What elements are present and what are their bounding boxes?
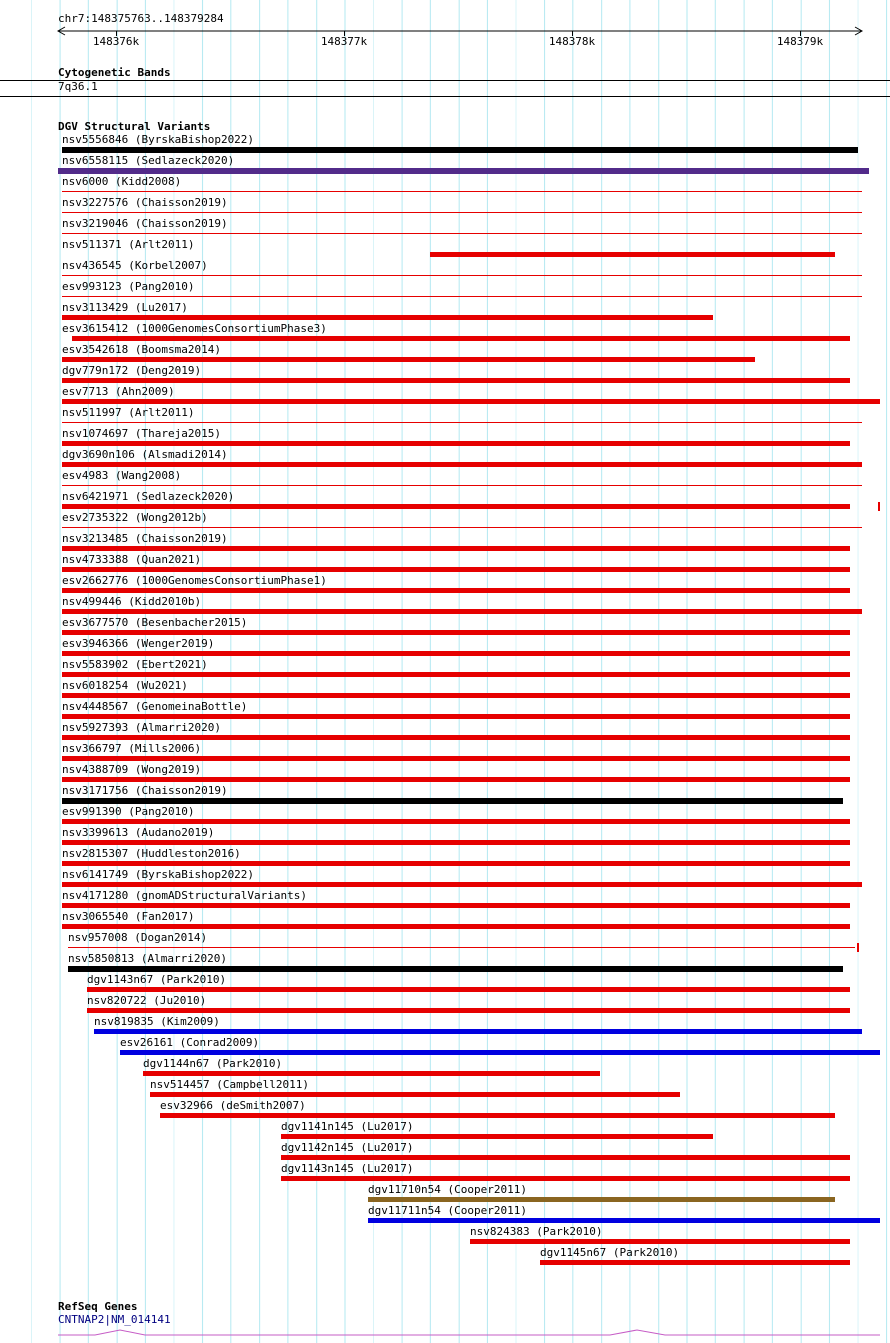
ruler-tick-label: 148378k bbox=[548, 35, 596, 48]
variant-bar[interactable] bbox=[62, 191, 862, 192]
cytoband-bottom-divider bbox=[0, 96, 890, 97]
variant-bar[interactable] bbox=[62, 924, 850, 929]
variant-label[interactable]: nsv6141749 (ByrskaBishop2022) bbox=[62, 868, 255, 881]
variant-label[interactable]: nsv511371 (Arlt2011) bbox=[62, 238, 195, 251]
variant-label[interactable]: esv7713 (Ahn2009) bbox=[62, 385, 175, 398]
variant-label[interactable]: dgv11711n54 (Cooper2011) bbox=[368, 1204, 527, 1217]
variant-bar[interactable] bbox=[68, 966, 843, 972]
variant-label[interactable]: dgv11710n54 (Cooper2011) bbox=[368, 1183, 527, 1196]
variant-bar[interactable] bbox=[87, 1008, 850, 1013]
variant-label[interactable]: esv3677570 (Besenbacher2015) bbox=[62, 616, 248, 629]
variant-label[interactable]: esv3946366 (Wenger2019) bbox=[62, 637, 215, 650]
variant-label[interactable]: esv2662776 (1000GenomesConsortiumPhase1) bbox=[62, 574, 327, 587]
variant-bar[interactable] bbox=[62, 609, 862, 614]
variant-label[interactable]: esv993123 (Pang2010) bbox=[62, 280, 195, 293]
variant-label[interactable]: dgv1143n67 (Park2010) bbox=[87, 973, 227, 986]
variant-bar[interactable] bbox=[368, 1218, 880, 1223]
variant-label[interactable]: esv3542618 (Boomsma2014) bbox=[62, 343, 221, 356]
variant-bar[interactable] bbox=[281, 1155, 850, 1160]
variant-bar[interactable] bbox=[62, 399, 880, 404]
variant-bar[interactable] bbox=[62, 672, 850, 677]
variant-label[interactable]: nsv511997 (Arlt2011) bbox=[62, 406, 195, 419]
variant-bar[interactable] bbox=[62, 462, 862, 467]
variant-label[interactable]: dgv779n172 (Deng2019) bbox=[62, 364, 202, 377]
variant-label[interactable]: esv991390 (Pang2010) bbox=[62, 805, 195, 818]
variant-label[interactable]: esv2735322 (Wong2012b) bbox=[62, 511, 208, 524]
gene-line-path[interactable] bbox=[58, 1330, 880, 1335]
variant-bar[interactable] bbox=[62, 485, 862, 486]
ruler-tick-label: 148377k bbox=[320, 35, 368, 48]
variant-label[interactable]: esv3615412 (1000GenomesConsortiumPhase3) bbox=[62, 322, 327, 335]
variant-label[interactable]: nsv957008 (Dogan2014) bbox=[68, 931, 208, 944]
variant-label[interactable]: dgv1144n67 (Park2010) bbox=[143, 1057, 283, 1070]
variant-label[interactable]: nsv514457 (Campbell2011) bbox=[150, 1078, 309, 1091]
variant-label[interactable]: nsv6000 (Kidd2008) bbox=[62, 175, 182, 188]
variant-bar[interactable] bbox=[58, 168, 869, 174]
ruler-tick-label: 148379k bbox=[776, 35, 824, 48]
variant-bar[interactable] bbox=[62, 735, 850, 740]
variant-label[interactable]: nsv6558115 (Sedlazeck2020) bbox=[62, 154, 235, 167]
variant-bar[interactable] bbox=[62, 819, 850, 824]
ruler-tick-label: 148376k bbox=[92, 35, 140, 48]
variant-bar[interactable] bbox=[62, 693, 850, 698]
variant-label[interactable]: nsv3219046 (Chaisson2019) bbox=[62, 217, 228, 230]
variant-label[interactable]: nsv2815307 (Huddleston2016) bbox=[62, 847, 241, 860]
variant-bar[interactable] bbox=[430, 252, 835, 257]
variant-bar[interactable] bbox=[62, 441, 850, 446]
dgv-track-title: DGV Structural Variants bbox=[58, 120, 211, 133]
variant-bar[interactable] bbox=[62, 233, 862, 234]
variant-bar[interactable] bbox=[62, 357, 755, 362]
variant-bar[interactable] bbox=[62, 756, 850, 761]
refseq-track-title: RefSeq Genes bbox=[58, 1300, 138, 1313]
variant-bar[interactable] bbox=[62, 630, 850, 635]
variant-label[interactable]: nsv3065540 (Fan2017) bbox=[62, 910, 195, 923]
variant-label[interactable]: dgv1145n67 (Park2010) bbox=[540, 1246, 680, 1259]
variant-label[interactable]: nsv3113429 (Lu2017) bbox=[62, 301, 188, 314]
variant-label[interactable]: nsv6421971 (Sedlazeck2020) bbox=[62, 490, 235, 503]
variant-label[interactable]: dgv1143n145 (Lu2017) bbox=[281, 1162, 414, 1175]
variant-bar[interactable] bbox=[62, 714, 850, 719]
variant-bar[interactable] bbox=[470, 1239, 850, 1244]
variant-label[interactable]: nsv4733388 (Quan2021) bbox=[62, 553, 202, 566]
variant-label[interactable]: nsv5850813 (Almarri2020) bbox=[68, 952, 227, 965]
variant-bar[interactable] bbox=[281, 1176, 850, 1181]
variant-bar[interactable] bbox=[62, 378, 850, 383]
cytogenetic-band-label[interactable]: 7q36.1 bbox=[58, 80, 98, 93]
cytogenetic-bands-title: Cytogenetic Bands bbox=[58, 66, 171, 79]
gene-structure-glyph[interactable] bbox=[0, 1327, 890, 1341]
variant-label[interactable]: nsv6018254 (Wu2021) bbox=[62, 679, 188, 692]
variant-bar[interactable] bbox=[62, 840, 850, 845]
variant-end-tick bbox=[878, 502, 880, 511]
variant-bar[interactable] bbox=[62, 903, 850, 908]
variant-label[interactable]: nsv5927393 (Almarri2020) bbox=[62, 721, 221, 734]
variant-label[interactable]: esv4983 (Wang2008) bbox=[62, 469, 182, 482]
variant-bar[interactable] bbox=[160, 1113, 835, 1118]
variant-bar[interactable] bbox=[62, 882, 862, 887]
variant-label[interactable]: nsv5583902 (Ebert2021) bbox=[62, 658, 208, 671]
variant-bar[interactable] bbox=[62, 588, 850, 593]
variant-bar[interactable] bbox=[368, 1197, 835, 1202]
variant-label[interactable]: dgv1141n145 (Lu2017) bbox=[281, 1120, 414, 1133]
cytoband-top-divider bbox=[0, 80, 890, 81]
variant-label[interactable]: nsv4388709 (Wong2019) bbox=[62, 763, 202, 776]
variant-bar[interactable] bbox=[62, 422, 862, 423]
variant-bar[interactable] bbox=[62, 296, 862, 297]
variant-label[interactable]: dgv3690n106 (Alsmadi2014) bbox=[62, 448, 228, 461]
region-label: chr7:148375763..148379284 bbox=[58, 12, 224, 25]
variant-bar[interactable] bbox=[281, 1134, 713, 1139]
variant-bar[interactable] bbox=[87, 987, 850, 992]
variant-bar[interactable] bbox=[62, 651, 850, 656]
variant-bar[interactable] bbox=[62, 212, 862, 213]
variant-label[interactable]: nsv820722 (Ju2010) bbox=[87, 994, 207, 1007]
variant-label[interactable]: nsv436545 (Korbel2007) bbox=[62, 259, 208, 272]
variant-bar[interactable] bbox=[62, 315, 713, 320]
variant-bar[interactable] bbox=[62, 777, 850, 782]
variant-label[interactable]: nsv3399613 (Audano2019) bbox=[62, 826, 215, 839]
variant-bar[interactable] bbox=[143, 1071, 600, 1076]
variant-bar[interactable] bbox=[62, 275, 862, 276]
variant-label[interactable]: nsv3213485 (Chaisson2019) bbox=[62, 532, 228, 545]
variant-bar[interactable] bbox=[94, 1029, 862, 1034]
variant-label[interactable]: dgv1142n145 (Lu2017) bbox=[281, 1141, 414, 1154]
variant-bar[interactable] bbox=[62, 567, 850, 572]
variant-bar[interactable] bbox=[120, 1050, 880, 1055]
variant-label[interactable]: nsv3171756 (Chaisson2019) bbox=[62, 784, 228, 797]
gene-name-label: CNTNAP2|NM_014141 bbox=[58, 1313, 171, 1326]
variant-label[interactable]: esv32966 (deSmith2007) bbox=[160, 1099, 306, 1112]
variant-bar[interactable] bbox=[62, 861, 850, 866]
variant-bar[interactable] bbox=[68, 947, 855, 948]
variant-bar[interactable] bbox=[72, 336, 850, 341]
variant-bar[interactable] bbox=[62, 147, 858, 153]
variant-label[interactable]: nsv499446 (Kidd2010b) bbox=[62, 595, 202, 608]
variant-bar[interactable] bbox=[150, 1092, 680, 1097]
variant-label[interactable]: nsv5556846 (ByrskaBishop2022) bbox=[62, 133, 255, 146]
variant-label[interactable]: esv26161 (Conrad2009) bbox=[120, 1036, 260, 1049]
variant-label[interactable]: nsv1074697 (Thareja2015) bbox=[62, 427, 221, 440]
variant-end-tick bbox=[857, 943, 859, 952]
variant-bar[interactable] bbox=[540, 1260, 850, 1265]
variant-label[interactable]: nsv4171280 (gnomADStructuralVariants) bbox=[62, 889, 308, 902]
variant-bar[interactable] bbox=[62, 504, 850, 509]
variant-label[interactable]: nsv819835 (Kim2009) bbox=[94, 1015, 220, 1028]
variant-bar[interactable] bbox=[62, 527, 862, 528]
variant-bar[interactable] bbox=[62, 798, 843, 804]
variant-label[interactable]: nsv4448567 (GenomeinaBottle) bbox=[62, 700, 248, 713]
variant-bar[interactable] bbox=[62, 546, 850, 551]
variant-label[interactable]: nsv366797 (Mills2006) bbox=[62, 742, 202, 755]
variant-label[interactable]: nsv3227576 (Chaisson2019) bbox=[62, 196, 228, 209]
variant-label[interactable]: nsv824383 (Park2010) bbox=[470, 1225, 603, 1238]
